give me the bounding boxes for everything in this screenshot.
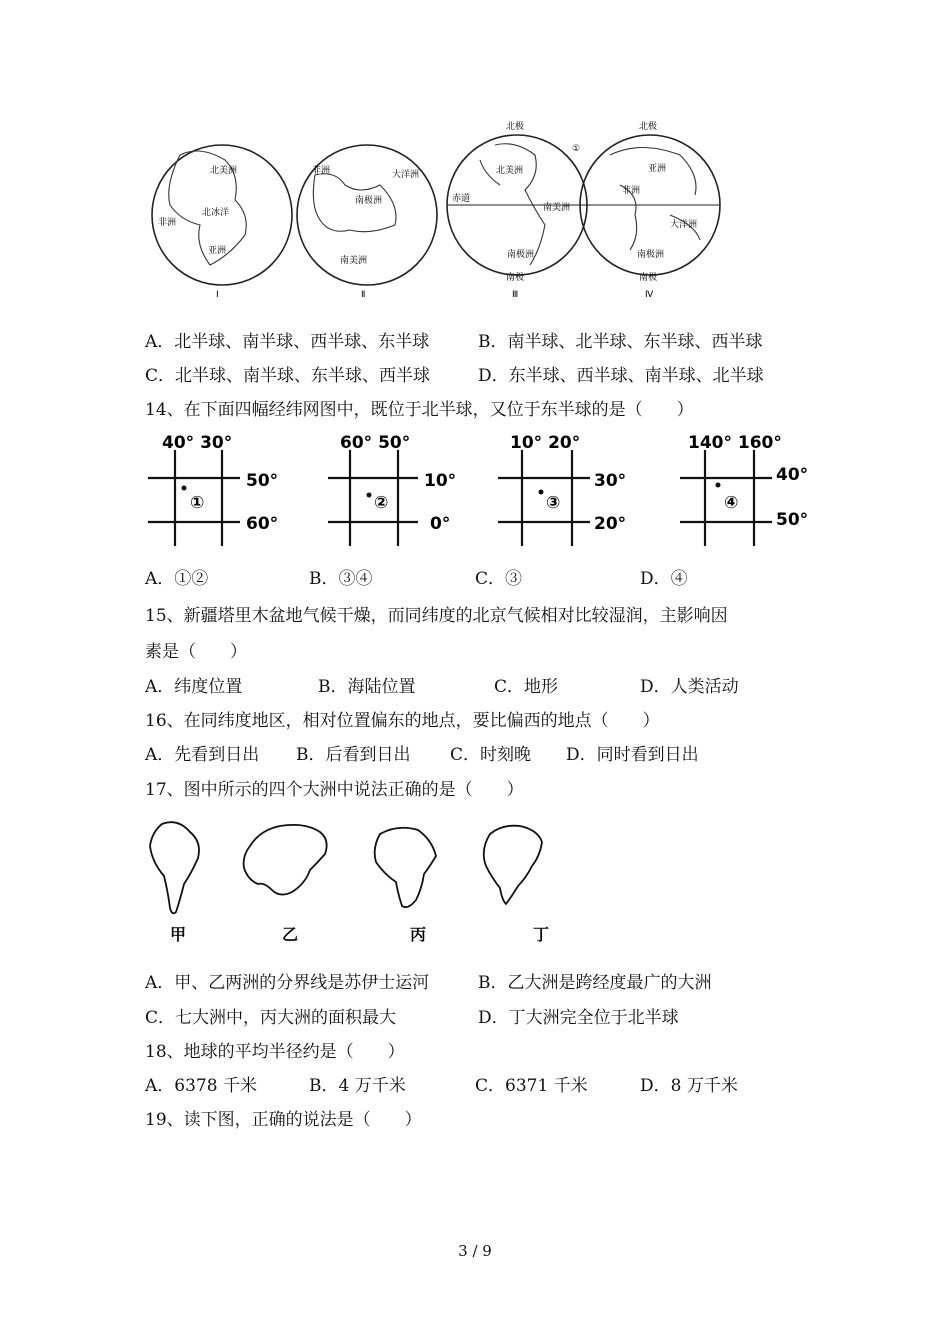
grid4-top-label: 140° 160° bbox=[688, 433, 782, 453]
q15-option-c[interactable]: C．地形 bbox=[494, 677, 559, 697]
continent-label-ding: 丁 bbox=[533, 925, 550, 944]
grid2-right-label-2: 0° bbox=[430, 514, 451, 534]
globe2-label-south-america: 南美洲 bbox=[340, 256, 368, 266]
q13-option-a[interactable]: A．北半球、南半球、西半球、东半球 bbox=[145, 332, 430, 352]
q14-grid-figures bbox=[140, 428, 820, 553]
q13-option-c[interactable]: C．北半球、南半球、东半球、西半球 bbox=[145, 366, 431, 386]
continent-label-yi: 乙 bbox=[282, 925, 299, 944]
globe3-label-north-america: 北美洲 bbox=[496, 166, 524, 176]
q17-option-d[interactable]: D．丁大洲完全位于北半球 bbox=[478, 1008, 679, 1028]
continent-label-bing: 丙 bbox=[410, 925, 427, 944]
globe1-label-arctic-ocean: 北冰洋 bbox=[202, 208, 230, 218]
continent-label-jia: 甲 bbox=[170, 925, 187, 944]
globe3-roman: Ⅲ bbox=[512, 290, 519, 300]
grid3-right-label-1: 30° bbox=[594, 471, 627, 491]
globe4-label-asia: 亚洲 bbox=[648, 164, 667, 174]
globe3-label-equator: 赤道 bbox=[452, 194, 471, 204]
q14-option-c[interactable]: C．③ bbox=[475, 569, 523, 589]
q15-option-a[interactable]: A．纬度位置 bbox=[145, 677, 243, 697]
q15-option-d[interactable]: D．人类活动 bbox=[640, 677, 739, 697]
q13-option-d[interactable]: D．东半球、西半球、南半球、北半球 bbox=[478, 366, 764, 386]
q18-option-b[interactable]: B．4 万千米 bbox=[309, 1076, 406, 1096]
grid2-top-label: 60° 50° bbox=[340, 433, 411, 453]
grid3-top-label: 10° 20° bbox=[510, 433, 581, 453]
globe2-label-africa: 非洲 bbox=[312, 166, 331, 176]
q16-option-d[interactable]: D．同时看到日出 bbox=[566, 745, 699, 765]
grid2-number: ② bbox=[374, 493, 389, 513]
hemispheres-figure bbox=[140, 115, 730, 300]
grid2-right-label-1: 10° bbox=[424, 471, 457, 491]
globe1-label-north-america: 北美洲 bbox=[210, 166, 238, 176]
grid4-right-label-2: 50° bbox=[776, 510, 809, 530]
q14-option-d[interactable]: D．④ bbox=[640, 569, 688, 589]
q18-option-d[interactable]: D．8 万千米 bbox=[640, 1076, 738, 1096]
globe2-roman: Ⅱ bbox=[361, 290, 366, 300]
globe1-label-asia: 亚洲 bbox=[208, 246, 227, 256]
q18-option-a[interactable]: A．6378 千米 bbox=[145, 1076, 257, 1096]
grid4-number: ④ bbox=[724, 493, 739, 513]
grid1-right-label-1: 50° bbox=[246, 471, 279, 491]
globe1-roman: Ⅰ bbox=[216, 290, 219, 300]
globe4-roman: Ⅳ bbox=[645, 290, 654, 300]
q15-stem-line2: 素是（ ） bbox=[145, 642, 247, 662]
grid1-right-label-2: 60° bbox=[246, 514, 279, 534]
continents-figure bbox=[140, 812, 580, 952]
q18-stem: 18、地球的平均半径约是（ ） bbox=[145, 1042, 405, 1062]
q13-option-b[interactable]: B．南半球、北半球、东半球、西半球 bbox=[478, 332, 763, 352]
globe3-label-north-pole: 北极 bbox=[506, 122, 525, 132]
globe4-label-south-pole: 南极 bbox=[639, 273, 658, 283]
globe3-label-south-america: 南美洲 bbox=[543, 203, 571, 213]
q15-option-b[interactable]: B．海陆位置 bbox=[318, 677, 416, 697]
q14-stem: 14、在下面四幅经纬网图中，既位于北半球，又位于东半球的是（ ） bbox=[145, 400, 694, 420]
q17-option-b[interactable]: B．乙大洲是跨经度最广的大洲 bbox=[478, 973, 712, 993]
globe3-label-antarctica: 南极洲 bbox=[507, 250, 535, 260]
q16-stem: 16、在同纬度地区，相对位置偏东的地点，要比偏西的地点（ ） bbox=[145, 711, 660, 731]
grid4-right-label-1: 40° bbox=[776, 465, 809, 485]
q18-option-c[interactable]: C．6371 千米 bbox=[475, 1076, 588, 1096]
grid3-number: ③ bbox=[546, 493, 561, 513]
q19-stem: 19、读下图，正确的说法是（ ） bbox=[145, 1110, 422, 1130]
globe4-label-north-pole: 北极 bbox=[639, 122, 658, 132]
q14-option-b[interactable]: B．③④ bbox=[309, 569, 373, 589]
grid1-number: ① bbox=[190, 493, 205, 513]
q15-stem-line1: 15、新疆塔里木盆地气候干燥，而同纬度的北京气候相对比较湿润，主影响因 bbox=[145, 606, 728, 626]
q17-option-a[interactable]: A．甲、乙两洲的分界线是苏伊士运河 bbox=[145, 973, 430, 993]
q17-option-c[interactable]: C．七大洲中，丙大洲的面积最大 bbox=[145, 1008, 397, 1028]
page-number: 3 / 9 bbox=[458, 1242, 492, 1260]
globe4-label-oceania: 大洋洲 bbox=[670, 220, 698, 230]
grid3-right-label-2: 20° bbox=[594, 514, 627, 534]
q17-stem: 17、图中所示的四个大洲中说法正确的是（ ） bbox=[145, 780, 524, 800]
q14-option-a[interactable]: A．①② bbox=[145, 569, 209, 589]
q16-option-a[interactable]: A．先看到日出 bbox=[145, 745, 260, 765]
globe2-label-oceania: 大洋洲 bbox=[392, 170, 420, 180]
globe-marker: ① bbox=[572, 144, 581, 154]
q16-option-c[interactable]: C．时刻晚 bbox=[450, 745, 532, 765]
q16-option-b[interactable]: B．后看到日出 bbox=[296, 745, 411, 765]
globe1-label-africa: 非洲 bbox=[158, 218, 177, 228]
globe4-label-antarctica: 南极洲 bbox=[637, 250, 665, 260]
globe3-label-south-pole: 南极 bbox=[506, 273, 525, 283]
globe4-label-africa: 非洲 bbox=[622, 186, 641, 196]
grid1-top-label: 40° 30° bbox=[162, 433, 233, 453]
globe2-label-antarctica: 南极洲 bbox=[355, 196, 383, 206]
